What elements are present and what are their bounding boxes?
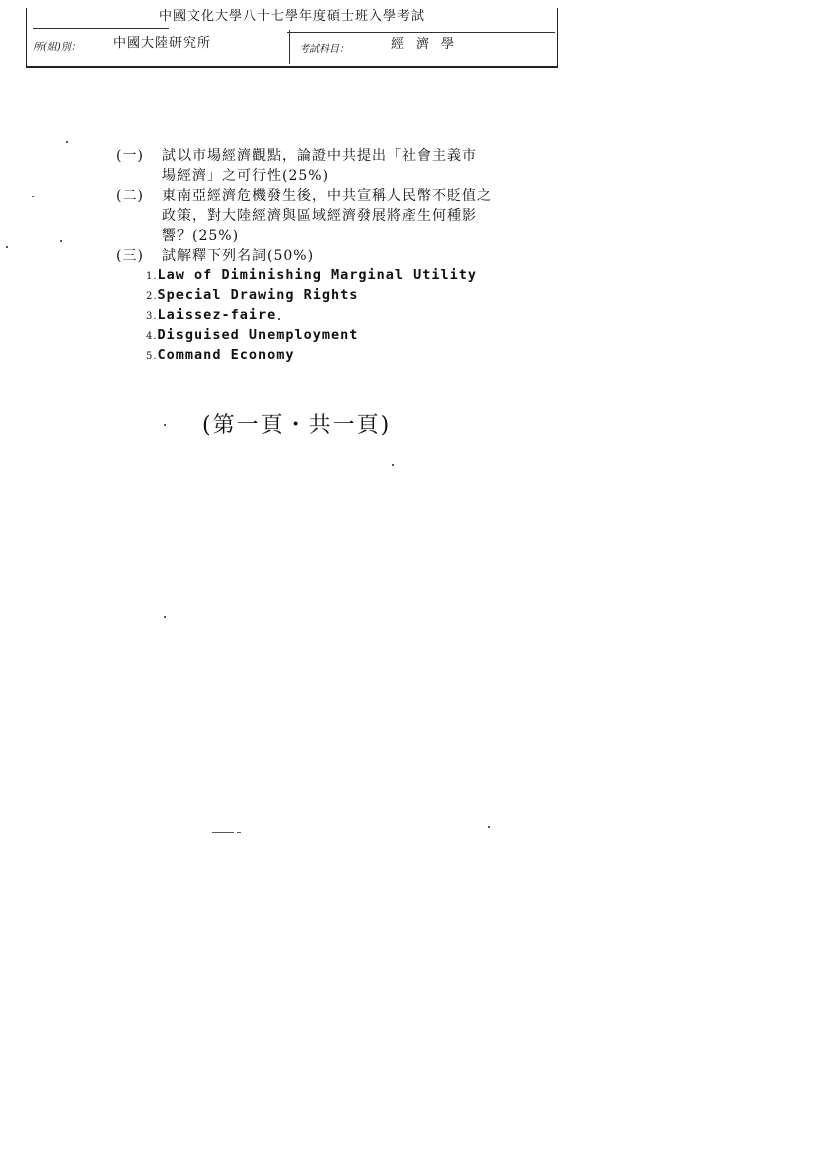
page-number: (第一頁・共一頁) [202, 413, 392, 438]
scan-speck [66, 141, 68, 143]
exam-header [26, 8, 558, 68]
question-number: (三) [116, 248, 144, 264]
question-text [162, 186, 556, 246]
question-line: 東南亞經濟危機發生後，中共宣稱人民幣不貶值之 [162, 188, 492, 204]
term-number: 2. [146, 291, 158, 302]
term-number: 3. [146, 311, 158, 322]
department-value: 中國大陸研究所 [113, 36, 212, 51]
question-text [162, 146, 556, 186]
question-number: (一) [116, 148, 144, 164]
scan-speck [32, 196, 34, 197]
term-item [146, 326, 556, 346]
scan-speck [212, 832, 234, 833]
scan-speck [392, 464, 394, 466]
question-line: 試以市場經濟觀點，論證中共提出「社會主義市 [162, 148, 477, 164]
question-line: 響？(25%) [162, 228, 240, 244]
term-item [146, 286, 556, 306]
term-number: 4. [146, 331, 158, 342]
term-text: Command Economy [157, 347, 295, 363]
question-1 [116, 146, 556, 186]
subject-value: 經濟學 [391, 37, 467, 52]
exam-title: 中國文化大學八十七學年度碩士班入學考試 [158, 9, 425, 24]
question-line: 場經濟」之可行性(25%) [162, 168, 330, 184]
question-number: (二) [116, 188, 144, 204]
question-3 [116, 246, 556, 366]
question-text [162, 246, 556, 266]
scan-speck [60, 240, 62, 242]
header-divider-left [33, 28, 169, 29]
department-label: 所(組)別： [33, 42, 81, 53]
scan-speck [488, 826, 490, 828]
scan-speck [164, 424, 166, 426]
term-list [146, 266, 556, 366]
term-text: Disguised Unemployment [157, 327, 359, 343]
question-list [116, 146, 556, 366]
header-vertical-divider [289, 30, 290, 64]
term-item [146, 266, 556, 286]
term-item [146, 346, 556, 366]
term-number: 5. [146, 351, 158, 362]
question-line: 政策，對大陸經濟與區域經濟發展將產生何種影 [162, 208, 477, 224]
term-number: 1. [146, 271, 158, 282]
question-line: 試解釋下列名詞(50%) [162, 248, 315, 264]
subject-label: 考試科目： [299, 44, 349, 55]
scan-speck [278, 318, 280, 320]
scan-speck [6, 246, 8, 248]
term-text: Laissez-faire [157, 307, 277, 323]
term-text: Special Drawing Rights [157, 287, 359, 303]
scan-speck [164, 616, 166, 618]
term-item [146, 306, 556, 326]
scan-speck [237, 832, 241, 833]
term-text: Law of Diminishing Marginal Utility [157, 267, 478, 283]
question-2 [116, 186, 556, 246]
